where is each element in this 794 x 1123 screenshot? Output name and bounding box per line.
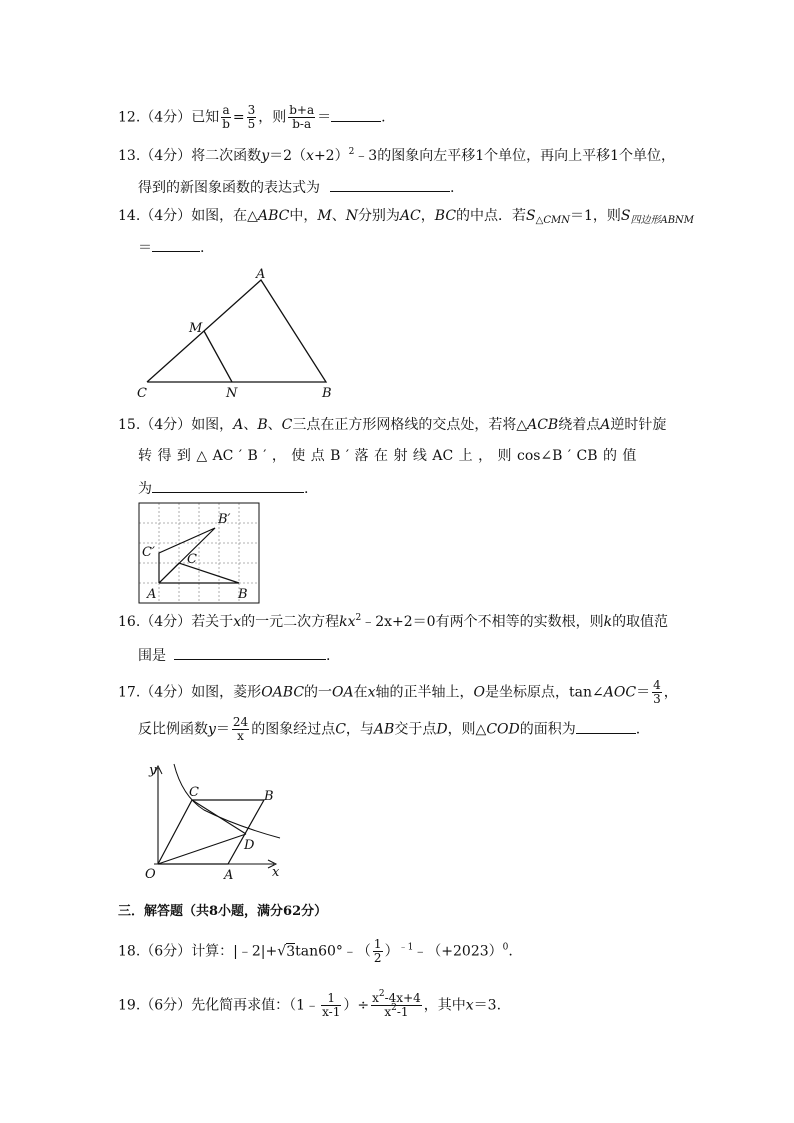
answer-blank[interactable] [576, 721, 636, 734]
question-score: （6分） [140, 943, 192, 960]
label-d: D [244, 838, 255, 853]
question-12: 12.（4分）已知 $\frac{a}{b}$ = $\frac{3}{5}$ ，则 $\frac{b+a}{b-a}$ ＝ . [118, 103, 386, 131]
question-score: （4分） [140, 614, 192, 630]
fraction-1-over-2: $\frac{1}{2}$ [373, 937, 382, 965]
question-number: 17. [118, 684, 141, 701]
question-13-line-2: 得到的新图象函数的表达式为 . [138, 180, 455, 196]
answer-blank[interactable] [331, 109, 381, 122]
label-b: B [322, 386, 332, 401]
label-a: A [224, 868, 234, 883]
question-number: 16. [118, 614, 141, 630]
fraction-4-over-3: $\frac{4}{3}$ [653, 678, 661, 706]
question-score: （4分） [140, 684, 192, 701]
question-number: 12. [118, 109, 141, 126]
label-a: A [147, 587, 157, 602]
label-b-prime: B′ [218, 512, 231, 527]
label-a: A [256, 267, 266, 282]
question-17-line-2: 反比例函数y＝ $\frac{24}{x}$ 的图象经过点C，与AB交于点D，则△COD的面积为 . [138, 715, 641, 743]
question-score: （4分） [140, 417, 192, 433]
label-m: M [189, 321, 203, 336]
segment-mn [204, 331, 232, 382]
answer-blank[interactable] [174, 647, 326, 660]
label-n: N [226, 386, 238, 401]
label-c-prime: C′ [142, 545, 155, 560]
section-3-title: 三．解答题（共8小题，满分62分） [118, 904, 328, 919]
answer-blank[interactable] [330, 179, 450, 192]
segment-cd [192, 800, 246, 834]
fraction-bplusa-over-bminusa: $\frac{b+a}{b-a}$ [289, 103, 315, 131]
answer-blank[interactable] [152, 239, 200, 252]
question-18: 18.（6分）计算：|﹣2|+√3tan60°﹣（ $\frac{1}{2}$ ）$^{﹣1}﹣(+2023)^0$. [118, 937, 513, 965]
grid-figure [138, 502, 262, 606]
fraction-3-over-5: $\frac{3}{5}$ [247, 103, 256, 131]
question-number: 15. [118, 417, 141, 433]
fraction-24-over-x: $\frac{24}{x}$ [232, 715, 249, 743]
question-number: 14. [118, 208, 141, 224]
question-16-line-2: 围是 . [138, 648, 331, 664]
question-13-line-1: 13.（4分）将二次函数$y=2(x+2)^2﹣3$的图象向左平移1个单位，再向上平移1个单位， [118, 147, 676, 164]
question-number: 18. [118, 943, 141, 960]
sqrt-symbol: √ [277, 943, 287, 960]
question-14-line-1: 14.（4分）如图，在△ABC中，M、N分别为AC，BC的中点．若$S_{\triangle CMN}=1$，则$S_{四边形ABNM}$ [118, 208, 695, 226]
question-15-line-3: 为 . [138, 481, 309, 497]
label-x: x [272, 865, 280, 880]
question-number: 19. [118, 997, 141, 1014]
question-score: （4分） [140, 208, 192, 224]
question-score: （4分） [140, 148, 192, 164]
label-b: B [238, 587, 248, 602]
answer-blank[interactable] [152, 480, 304, 493]
fraction-1-over-x-minus-1: $\frac{1}{x-1}$ [322, 991, 341, 1019]
triangle-abc [147, 280, 326, 382]
rhombus-oabc [158, 800, 264, 864]
label-c: C [189, 785, 199, 800]
rhombus-figure [140, 760, 290, 890]
fraction-a-over-b: $\frac{a}{b}$ [222, 103, 230, 131]
question-17-line-1: 17.（4分）如图，菱形OABC的一OA在x轴的正半轴上，O是坐标原点，tan∠AOC＝ $\frac{4}{3}$ ， [118, 678, 678, 706]
question-14-line-2: ＝ . [138, 240, 205, 256]
label-c: C [187, 552, 197, 567]
question-19: 19.（6分）先化简再求值：（1﹣ $\frac{1}{x-1}$ ）÷ $\frac{x^2-4x+4}{x^2-1}$ ，其中x＝3. [118, 989, 502, 1019]
question-16-line-1: 16.（4分）若关于x的一元二次方程$kx^2﹣2x+2=0$有两个不相等的实数根，则k的取值范 [118, 613, 669, 630]
question-number: 13. [118, 148, 141, 164]
triangle-figure [130, 266, 350, 406]
fraction-quadratic: $\frac{x^2-4x+4}{x^2-1}$ [372, 989, 421, 1019]
label-o: O [145, 867, 156, 882]
question-score: （6分） [140, 997, 192, 1014]
label-y: y [149, 763, 157, 778]
label-b: B [264, 789, 274, 804]
question-15-line-1: 15.（4分）如图，A、B、C三点在正方形网格线的交点处，若将△ACB绕着点A逆时针旋 [118, 417, 667, 433]
label-c: C [137, 386, 147, 401]
question-15-line-2: 转 得 到 △ AC ′ B ′ ， 使 点 B ′ 落 在 射 线 AC 上 ， 则 cos∠B ′ CB 的 值 [138, 448, 637, 464]
question-score: （4分） [140, 109, 192, 126]
